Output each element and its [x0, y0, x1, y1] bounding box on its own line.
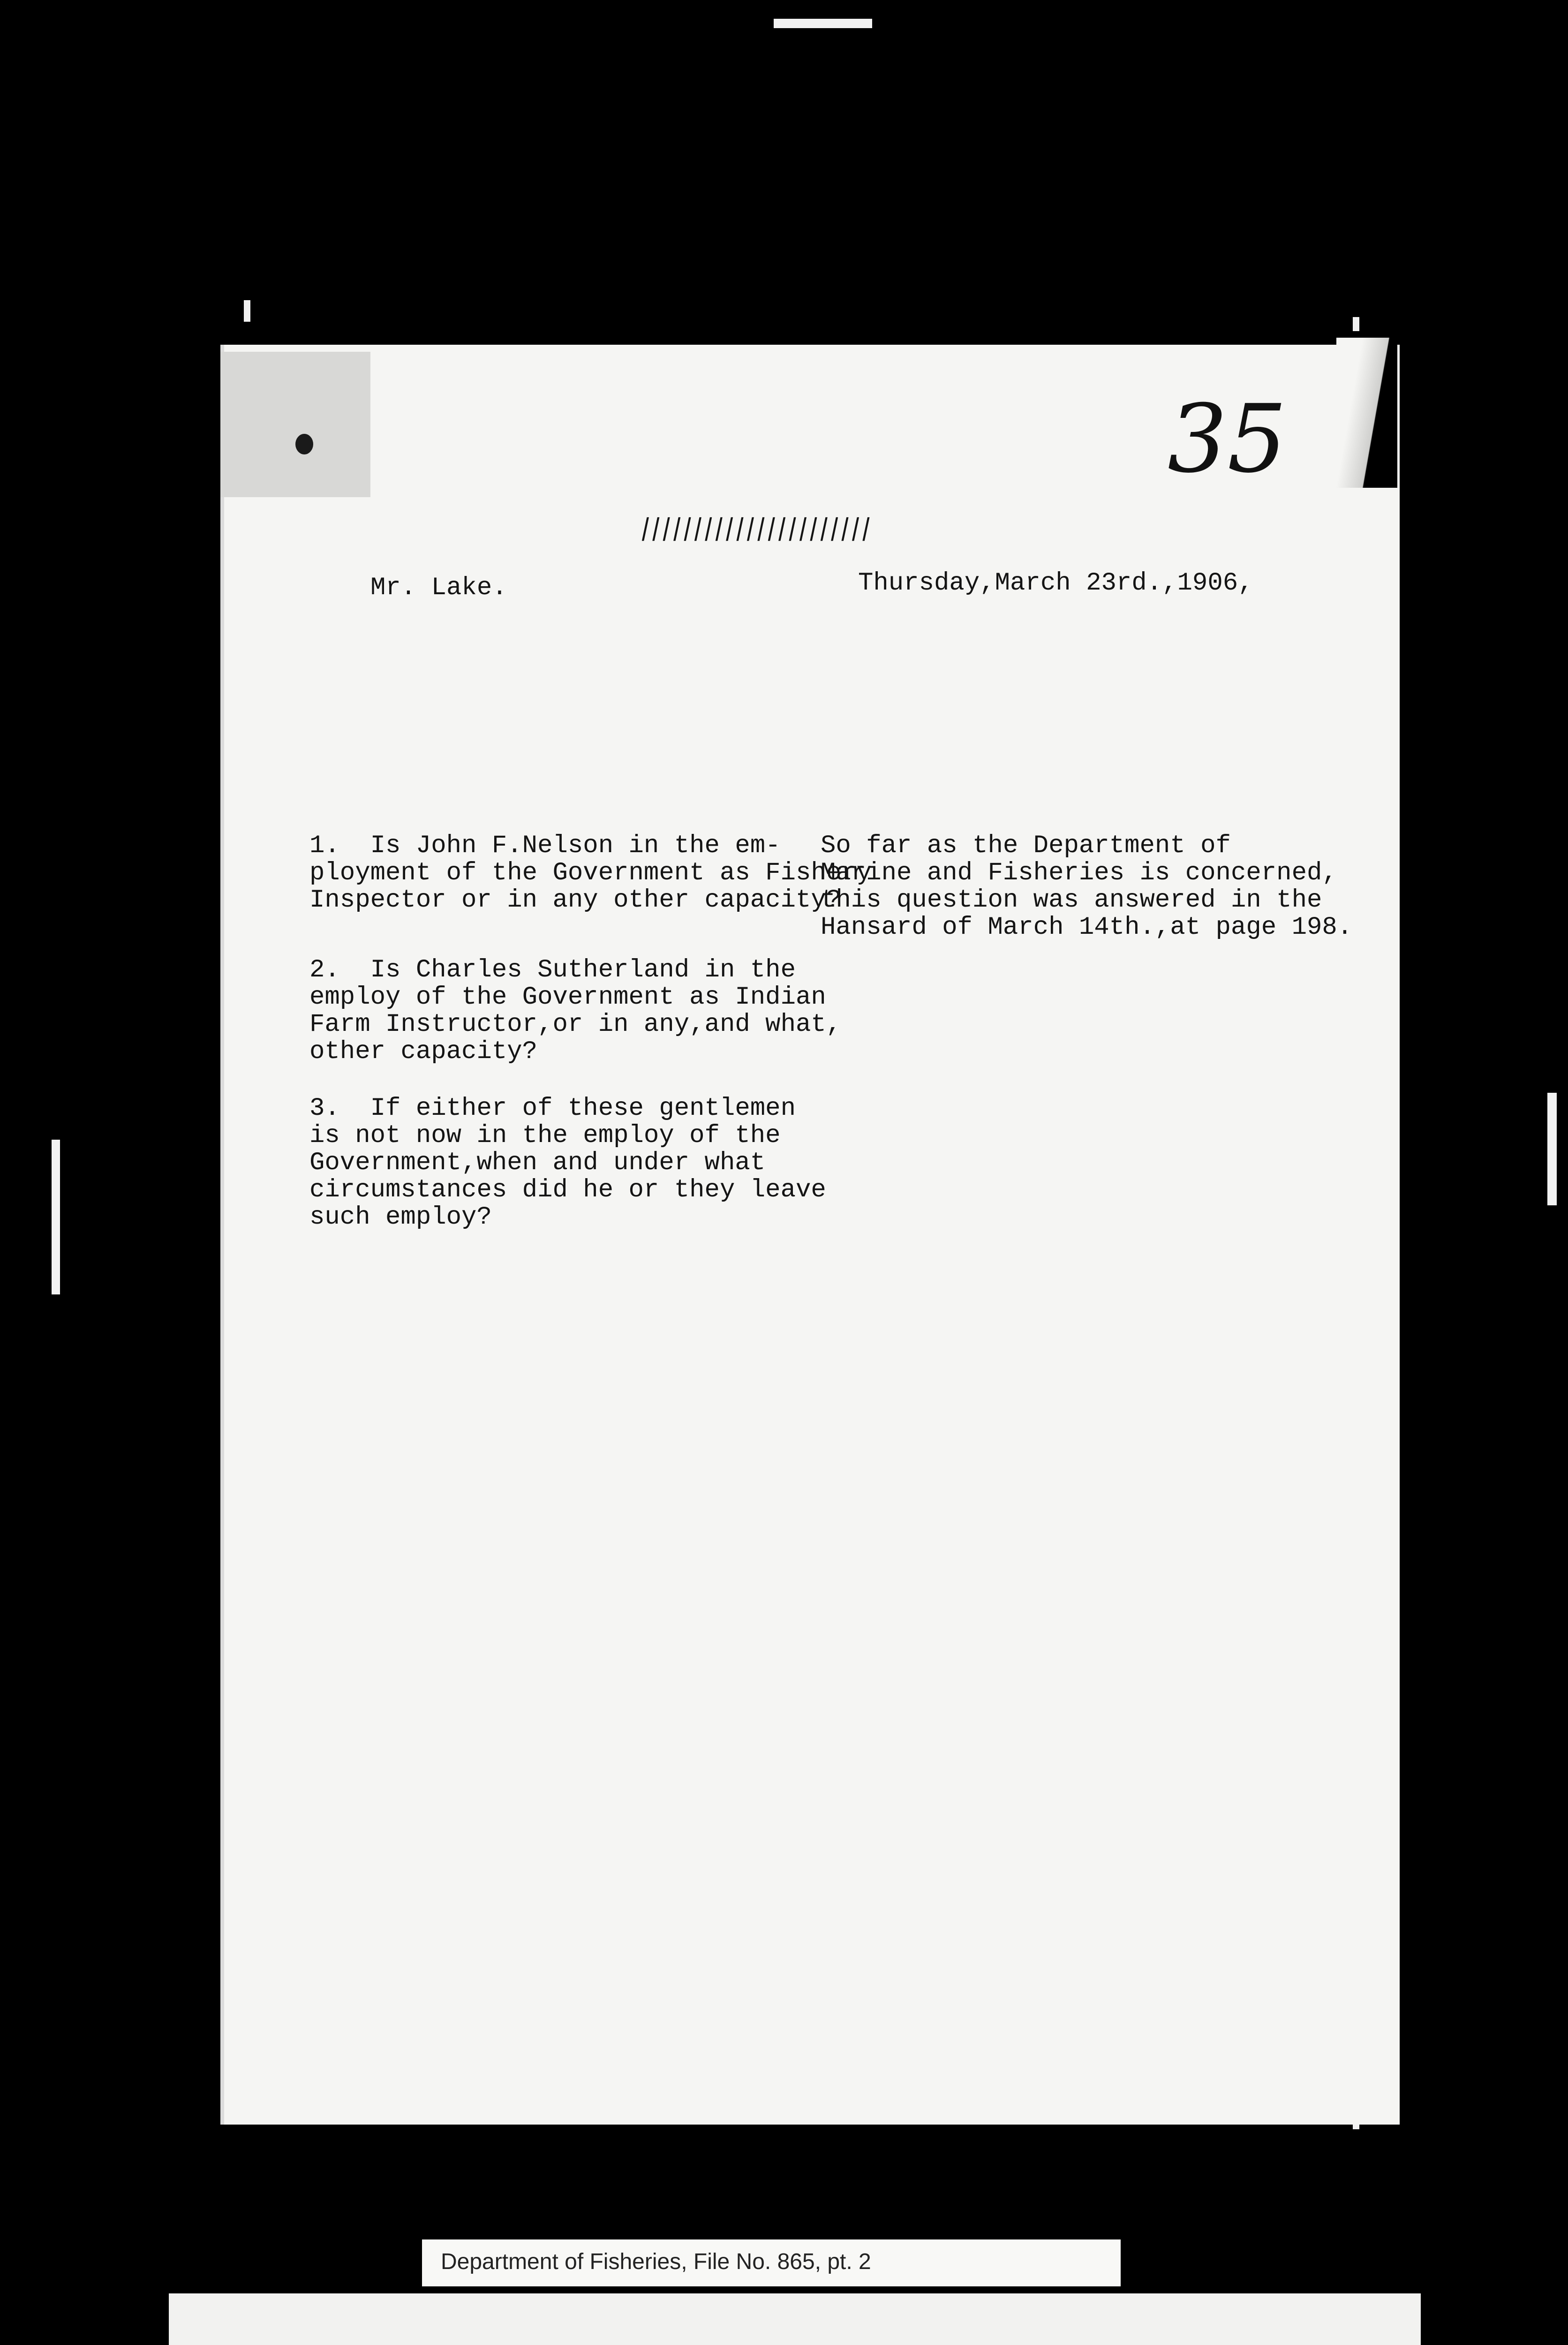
paper-tab — [220, 352, 370, 497]
frame-mark-right — [1547, 1093, 1557, 1205]
frame-corner-mark — [1353, 317, 1359, 331]
file-label — [422, 2239, 1121, 2286]
punch-hole — [295, 434, 313, 454]
archive-card — [169, 2293, 1421, 2345]
question-2: 2. Is Charles Sutherland in the employ of the Government as Indian Farm Instructor,or in any,and what, other capacity? — [309, 956, 842, 1066]
frame-mark-left — [52, 1140, 60, 1294]
question-1: 1. Is John F.Nelson in the em- ployment of the Government as Fishery Inspector or in any other capacity? — [309, 832, 872, 915]
frame-corner-mark — [244, 300, 250, 322]
folio-number: 35 — [1168, 385, 1287, 494]
question-3: 3. If either of these gentlemen is not now in the employ of the Government,when and under what circumstances did he or they leave such employ? — [309, 1094, 826, 1232]
document-date: Thursday,March 23rd.,1906, — [858, 569, 1253, 598]
hash-marks: |||||||||||||||||||||| — [634, 515, 872, 544]
answer-text: So far as the Department of Marine and Fisheries is concerned, this question was answered in the Hansard of March 14th.,at page 198. — [821, 832, 1353, 942]
addressee: Mr. Lake. — [370, 574, 507, 602]
file-label-text: Department of Fisheries, File No. 865, pt. 2 — [441, 2249, 871, 2274]
folded-corner — [1336, 338, 1397, 488]
document-page — [220, 345, 1400, 2125]
frame-mark-top — [774, 19, 872, 28]
